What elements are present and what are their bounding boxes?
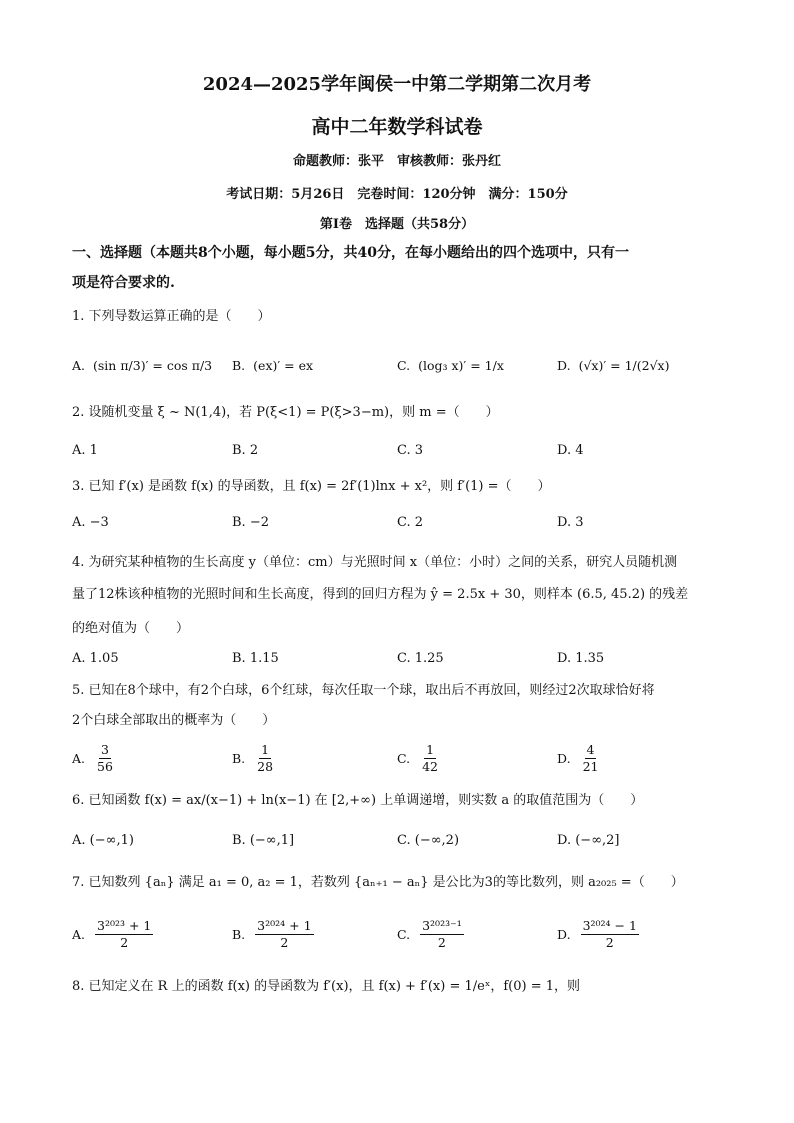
q1-option-c: C. (log₃ x)′ = 1/x: [397, 357, 504, 373]
question-4-line2: 量了12株该种植物的光照时间和生长高度，得到的回归方程为 ŷ = 2.5x + 30，则样本 (6.5, 45.2) 的残差: [72, 587, 689, 602]
exam-subtitle: 高中二年数学科试卷: [311, 116, 483, 138]
q6-option-d: D. (−∞,2]: [557, 833, 620, 848]
question-5-line2: 2个白球全部取出的概率为（ ）: [72, 713, 276, 728]
exam-title: 2024—2025学年闽侯一中第二学期第二次月考: [202, 74, 592, 95]
q3-option-c: C. 2: [397, 515, 424, 530]
q2-option-a: A. 1: [72, 443, 98, 458]
section-heading-line2: 项是符合要求的.: [72, 275, 175, 291]
q2-option-d: D. 4: [557, 443, 584, 458]
part-heading: 第Ⅰ卷 选择题（共58分）: [319, 217, 475, 232]
q4-option-a: A. 1.05: [72, 651, 119, 666]
question-3-stem: 3. 已知 f′(x) 是函数 f(x) 的导函数，且 f(x) = 2f′(1)lnx + x²，则 f′(1) =（ ）: [72, 479, 551, 494]
q5-option-b: B. $\frac{1}{28}$: [232, 741, 274, 774]
question-4-line3: 的绝对值为（ ）: [72, 621, 190, 636]
question-6-stem: 6. 已知函数 f(x) = ax/(x−1) + ln(x−1) 在 [2,+∞) 上单调递增，则实数 a 的取值范围为（ ）: [72, 793, 644, 808]
question-8-stem: 8. 已知定义在 R 上的函数 f(x) 的导函数为 f′(x)，且 f(x) + f′(x) = 1/eˣ，f(0) = 1，则: [72, 979, 580, 994]
q7-option-c: C. $\frac{\text{3²⁰²³⁻¹}}{2}$: [397, 917, 462, 950]
question-5-options: [72, 738, 732, 778]
q5-option-a: A. $\frac{3}{56}$: [72, 741, 113, 774]
question-5-line1: 5. 已知在8个球中，有2个白球，6个红球，每次任取一个球，取出后不再放回，则经过2次取球恰好将: [72, 683, 655, 698]
exam-info: 考试日期：5月26日 完卷时间：120分钟 满分：150分: [226, 187, 568, 202]
q7-option-a: A. $\frac{\text{3²⁰²³ + 1}}{2}$: [72, 917, 152, 950]
q1-option-b: B. (ex)′ = ex: [232, 357, 314, 373]
q3-option-a: A. −3: [72, 515, 109, 530]
q6-option-a: A. (−∞,1): [72, 833, 134, 848]
q1-option-d: D. (√x)′ = 1/(2√x): [557, 357, 670, 373]
q1-option-a: A. (sin π/3)′ = cos π/3: [72, 357, 213, 373]
q2-option-c: C. 3: [397, 443, 424, 458]
section-heading-line1: 一、选择题（本题共8个小题，每小题5分，共40分，在每小题给出的四个选项中，只有一: [72, 245, 629, 261]
q7-option-d: D. $\frac{\text{3²⁰²⁴ − 1}}{2}$: [557, 917, 637, 950]
question-7-options: [72, 914, 732, 954]
q4-option-d: D. 1.35: [557, 651, 605, 666]
q2-option-b: B. 2: [232, 443, 259, 458]
question-1-stem: 1. 下列导数运算正确的是（ ）: [72, 309, 271, 324]
q3-option-b: B. −2: [232, 515, 269, 530]
q4-option-c: C. 1.25: [397, 651, 444, 666]
q6-option-c: C. (−∞,2): [397, 833, 460, 848]
q5-option-c: C. $\frac{1}{42}$: [397, 741, 438, 774]
question-1-options: [72, 345, 732, 385]
q5-option-d: D. $\frac{4}{21}$: [557, 741, 599, 774]
q7-option-b: B. $\frac{\text{3²⁰²⁴ + 1}}{2}$: [232, 917, 312, 950]
q3-option-d: D. 3: [557, 515, 584, 530]
question-4-line1: 4. 为研究某种植物的生长高度 y（单位：cm）与光照时间 x（单位：小时）之间的关系，研究人员随机测: [72, 555, 678, 570]
q6-option-b: B. (−∞,1]: [232, 833, 295, 848]
q4-option-b: B. 1.15: [232, 651, 279, 666]
author-line: 命题教师：张平 审核教师：张丹红: [292, 154, 501, 169]
question-2-stem: 2. 设随机变量 ξ ~ N(1,4)，若 P(ξ<1) = P(ξ>3−m)，则 m =（ ）: [72, 405, 499, 420]
question-7-stem: 7. 已知数列 {aₙ} 满足 a₁ = 0, a₂ = 1，若数列 {aₙ₊₁ − aₙ} 是公比为3的等比数列，则 a₂₀₂₅ =（ ）: [72, 875, 684, 890]
